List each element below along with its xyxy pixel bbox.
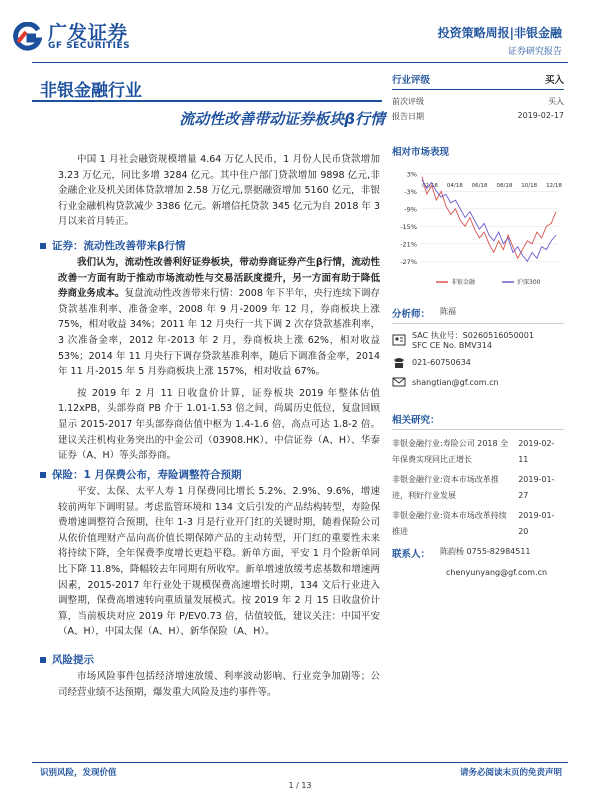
relative-performance-chart xyxy=(392,160,564,290)
y-tick-label: -3% xyxy=(404,187,417,196)
prev-rating-label: 前次评级 xyxy=(392,97,424,106)
related-item-title: 非银金融行业:资本市场改革持续推进 xyxy=(392,511,507,536)
section-heading: 保险：1 月保费公布，寿险调整符合预期 xyxy=(40,467,380,482)
report-date-value: 2019-02-17 xyxy=(517,111,564,120)
gf-logo-icon xyxy=(12,22,42,52)
footer-divider xyxy=(32,762,568,763)
y-tick-label: -9% xyxy=(404,205,417,214)
insurance-paragraph: 平安、太保、太平人寿 1 月保费同比增长 5.2%、2.9%、9.6%，增速较前两年下调明显。考虑监管环境和 134 文后引发的产品结构转型，寿险保费增速调整符合预期，往年 1-3 月是行业开门红的关键时期，随着保险公司从依价值理财产品向高价值长期保障产品的主动转型，开门红的重要性未来将持续下降，全年保费季度增长更趋平稳。新单方面，平安 1 月个险新单同比下降 11.8%，降幅较去年同期有所收窄。新单增速放缓考虑基数和增速两因素，2015-2017 年行业处于规模保费高速增长时期，134 文后行业进入调整期，保费高增速转向重质量发展模式。按 2019 年 2 月 15 日收盘价计算，当前板块对应 2019 年 P/EV0.73 倍，估值较低，建议关注：中国平安（A、H），中国太保（A、H）、新华保险（A、H）。 xyxy=(58,486,380,638)
sfc-number: SFC CE No. BMV314 xyxy=(412,341,492,350)
securities-paragraph-2: 按 2019 年 2 月 11 日收盘价计算，证券板块 2019 年整体估值 1.12xPB，头部券商 PB 介于 1.01-1.53 倍之间，尚属历史低位，复盘回顾显示 2015-2017 年头部券商估值中枢为 1.4-1.6 倍，高点可达 1.8-2 倍。建议关注机构业务突出的中金公司（03908.HK）、中信证券（A、H）、华泰证券（A、H）等头部券商。 xyxy=(58,387,380,462)
analyst-name: 陈福 xyxy=(440,307,457,316)
y-tick-label: -27% xyxy=(400,257,417,266)
analyst-phone: 021-60750634 xyxy=(412,357,471,367)
x-tick-label: 02/18 xyxy=(422,182,438,189)
logo-english-name: GF SECURITIES xyxy=(48,41,131,51)
bullet-icon xyxy=(40,243,46,249)
section-securities xyxy=(40,238,380,464)
section-risk xyxy=(40,652,380,700)
x-tick-label: 10/18 xyxy=(521,182,538,189)
related-item-title: 非银金融行业:资本市场改革推进，利好行业发展 xyxy=(392,475,499,500)
company-logo xyxy=(12,18,172,58)
related-item-date: 2019-01-20 xyxy=(518,511,555,536)
rating-value: 买入 xyxy=(544,75,564,86)
phone-icon xyxy=(392,355,406,369)
logo-chinese-name: 广发证券 xyxy=(48,22,129,44)
report-date-label: 报告日期 xyxy=(392,112,424,121)
analyst-email[interactable]: shangtian@gf.com.cn xyxy=(412,377,499,387)
related-item-date: 2019-01-27 xyxy=(518,475,555,500)
related-item-title: 非银金融行业:寿险公司 2018 全年保费实现同比正增长 xyxy=(392,439,509,464)
legend-label: 非银金融 xyxy=(451,279,476,286)
section-insurance xyxy=(40,467,380,640)
contact-label: 联系人： xyxy=(392,549,431,560)
footer-disclaimer: 请务必阅读末页的免责声明 xyxy=(459,768,562,778)
chart-title: 相对市场表现 xyxy=(392,147,450,158)
report-subtitle: 证券研究报告 xyxy=(507,47,562,57)
sector-underline xyxy=(32,100,382,102)
rating-label: 行业评级 xyxy=(392,75,431,86)
series-line xyxy=(422,180,556,262)
related-research xyxy=(392,412,564,544)
related-item-date: 2019-02-11 xyxy=(518,439,555,464)
report-type: 投资策略周报|非银金融 xyxy=(437,26,562,40)
analyst-label: 分析师： xyxy=(392,309,431,320)
risk-paragraph: 市场风险事件包括经济增速放缓、利率波动影响、行业竞争加剧等；公司经营业绩不达预期，爆发重大风险及违约事件等。 xyxy=(58,671,380,698)
related-item[interactable] xyxy=(392,436,564,468)
securities-paragraph-1: 我们认为，流动性改善利好证券板块，带动券商证券产生β行情，流动性改善一方面有助于推动市场流动性与交易活跃度提升，另一方面有助于降低券商业务成本。复盘流动性改善带来行情：2008 年下半年，央行连续下调存贷款基准利率、准备金率，2008 年 9 月-2009 年 12 月，券商板块上涨 75%，相对收益 34%；2011 年 12 月央行一共下调 2 次存贷款基准利率，3 次准备金率，2012 年-2013 年 2 月，券商板块上涨 62%，相对收益 53%；2014 年 11 月央行下调存贷款基准利率，随后下调准备金率，2014 年 11 月-2015 年 5 月券商板块上涨 157%，相对收益 67%。 xyxy=(58,257,380,378)
email-icon xyxy=(392,375,406,389)
contact-block xyxy=(392,546,564,577)
x-tick-label: 08/18 xyxy=(496,182,513,189)
related-item[interactable] xyxy=(392,508,564,540)
prev-rating-value: 买入 xyxy=(548,97,564,106)
sector-title: 非银金融行业 xyxy=(40,81,142,101)
section-heading: 风险提示 xyxy=(40,652,380,667)
x-tick-label: 06/18 xyxy=(471,182,488,189)
y-tick-label: 3% xyxy=(406,170,417,179)
x-tick-label: 12/18 xyxy=(546,182,562,189)
rating-box xyxy=(392,72,564,122)
y-tick-label: -15% xyxy=(400,222,417,231)
legend-label: 沪深300 xyxy=(517,279,541,286)
contact-email[interactable]: chenyunyang@gf.com.cn xyxy=(446,568,548,577)
id-card-icon xyxy=(392,333,406,347)
related-item[interactable] xyxy=(392,472,564,504)
header-divider xyxy=(32,62,568,63)
analyst-block xyxy=(392,306,564,389)
y-tick-label: -21% xyxy=(400,240,417,249)
page-number: 1 / 13 xyxy=(288,781,312,790)
bullet-icon xyxy=(40,657,46,663)
bullet-icon xyxy=(40,472,46,478)
sac-number: SAC 执业号：S0260516050001 xyxy=(412,331,534,340)
section-heading: 证券：流动性改善带来β行情 xyxy=(40,238,380,253)
related-label: 相关研究： xyxy=(392,412,564,430)
contact-name-phone: 陈韵杨 0755-82984511 xyxy=(440,547,531,556)
footer-slogan: 识别风险，发现价值 xyxy=(40,768,117,778)
report-title: 流动性改善带动证券板块β行情 xyxy=(179,110,385,128)
intro-paragraph: 中国 1 月社会融资规模增量 4.64 万亿人民币，1 月份人民币贷款增加 3.23 万亿元，同比多增 3284 亿元。其中住户部门贷款增加 9898 亿元,非金融企业及机关团体贷款增加 2.58 万亿元,票据融资增加 5160 亿元，非银行业金融机构贷款减少 3386 亿元。新增信托贷款 345 亿元为自 2018 年 3 月以来首月转正。 xyxy=(58,154,380,228)
x-tick-label: 04/18 xyxy=(446,182,463,189)
